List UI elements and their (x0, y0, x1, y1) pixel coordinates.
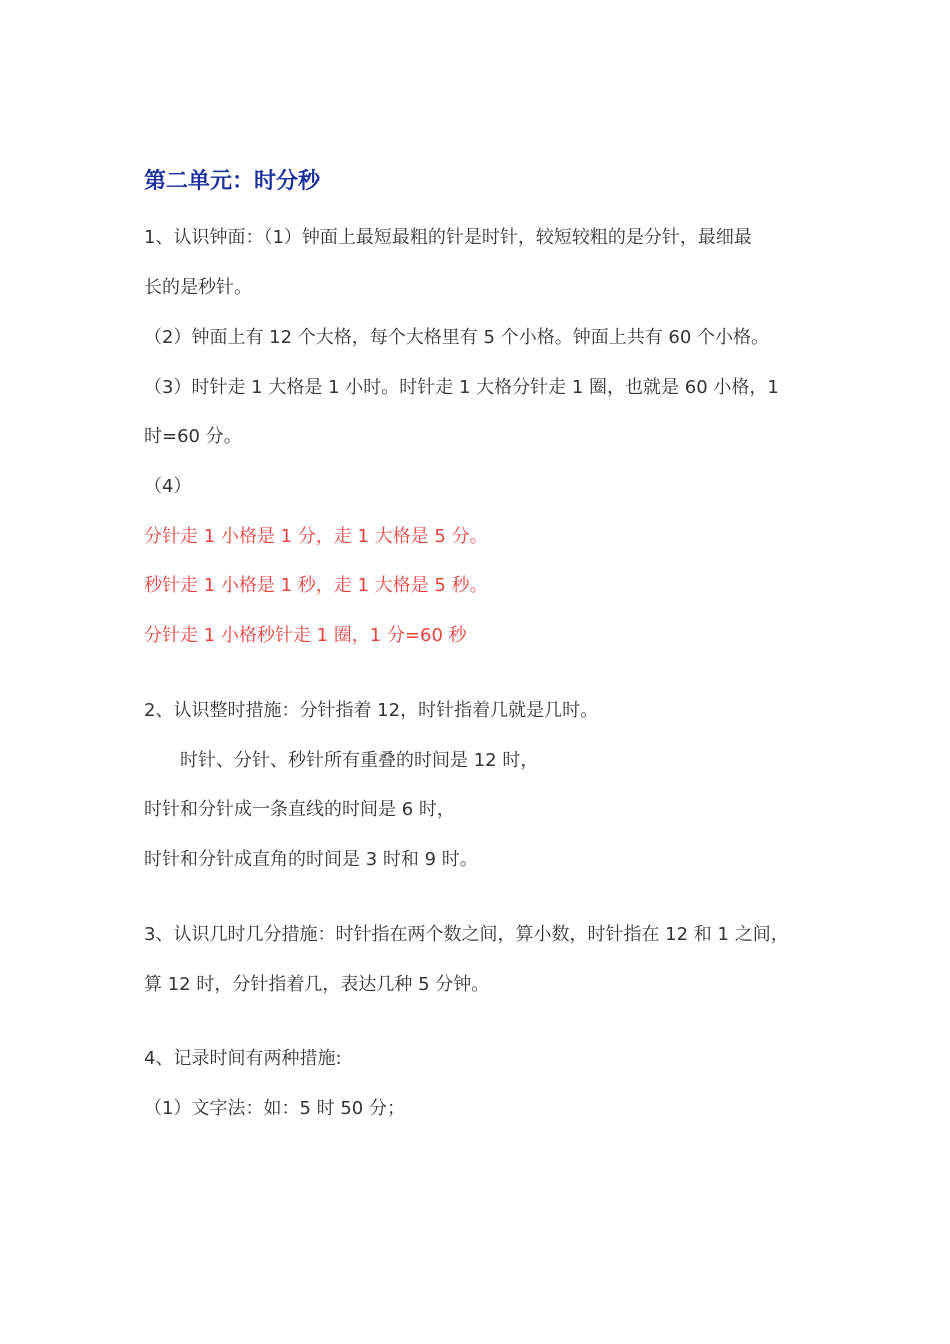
section4-line2: （1）文字法：如：5 时 50 分； (144, 1098, 405, 1119)
red-note-minute-second: 分针走 1 小格秒针走 1 圈，1 分=60 秒 (144, 625, 467, 646)
section1-line2: 长的是秒针。 (144, 277, 252, 298)
red-note-minute: 分针走 1 小格是 1 分，走 1 大格是 5 分。 (144, 526, 488, 547)
red-note-second: 秒针走 1 小格是 1 秒，走 1 大格是 5 秒。 (144, 575, 488, 596)
section2-line2: 时针、分针、秒针所有重叠的时间是 12 时， (180, 750, 539, 771)
section3-line1: 3、认识几时几分措施：时针指在两个数之间，算小数，时针指在 12 和 1 之间， (144, 924, 789, 945)
section1-line4: （3）时针走 1 大格是 1 小时。时针走 1 大格分针走 1 圈，也就是 60 小格，1 (144, 377, 779, 398)
page-title: 第二单元：时分秒 (144, 169, 321, 194)
section4-line1: 4、记录时间有两种措施: (144, 1048, 342, 1069)
section1-line5: 时=60 分。 (144, 426, 242, 447)
section2-line1: 2、认识整时措施：分针指着 12，时针指着几就是几时。 (144, 700, 599, 721)
section3-line2: 算 12 时，分针指着几，表达几种 5 分钟。 (144, 974, 490, 995)
section2-line4: 时针和分针成直角的时间是 3 时和 9 时。 (144, 849, 478, 870)
section1-line1: 1、认识钟面：（1）钟面上最短最粗的针是时针，较短较粗的是分针，最细最 (144, 227, 752, 248)
section1-line3: （2）钟面上有 12 个大格，每个大格里有 5 个小格。钟面上共有 60 个小格。 (144, 327, 770, 348)
section1-line6: （4） (144, 476, 192, 497)
section2-line3: 时针和分针成一条直线的时间是 6 时， (144, 799, 455, 820)
